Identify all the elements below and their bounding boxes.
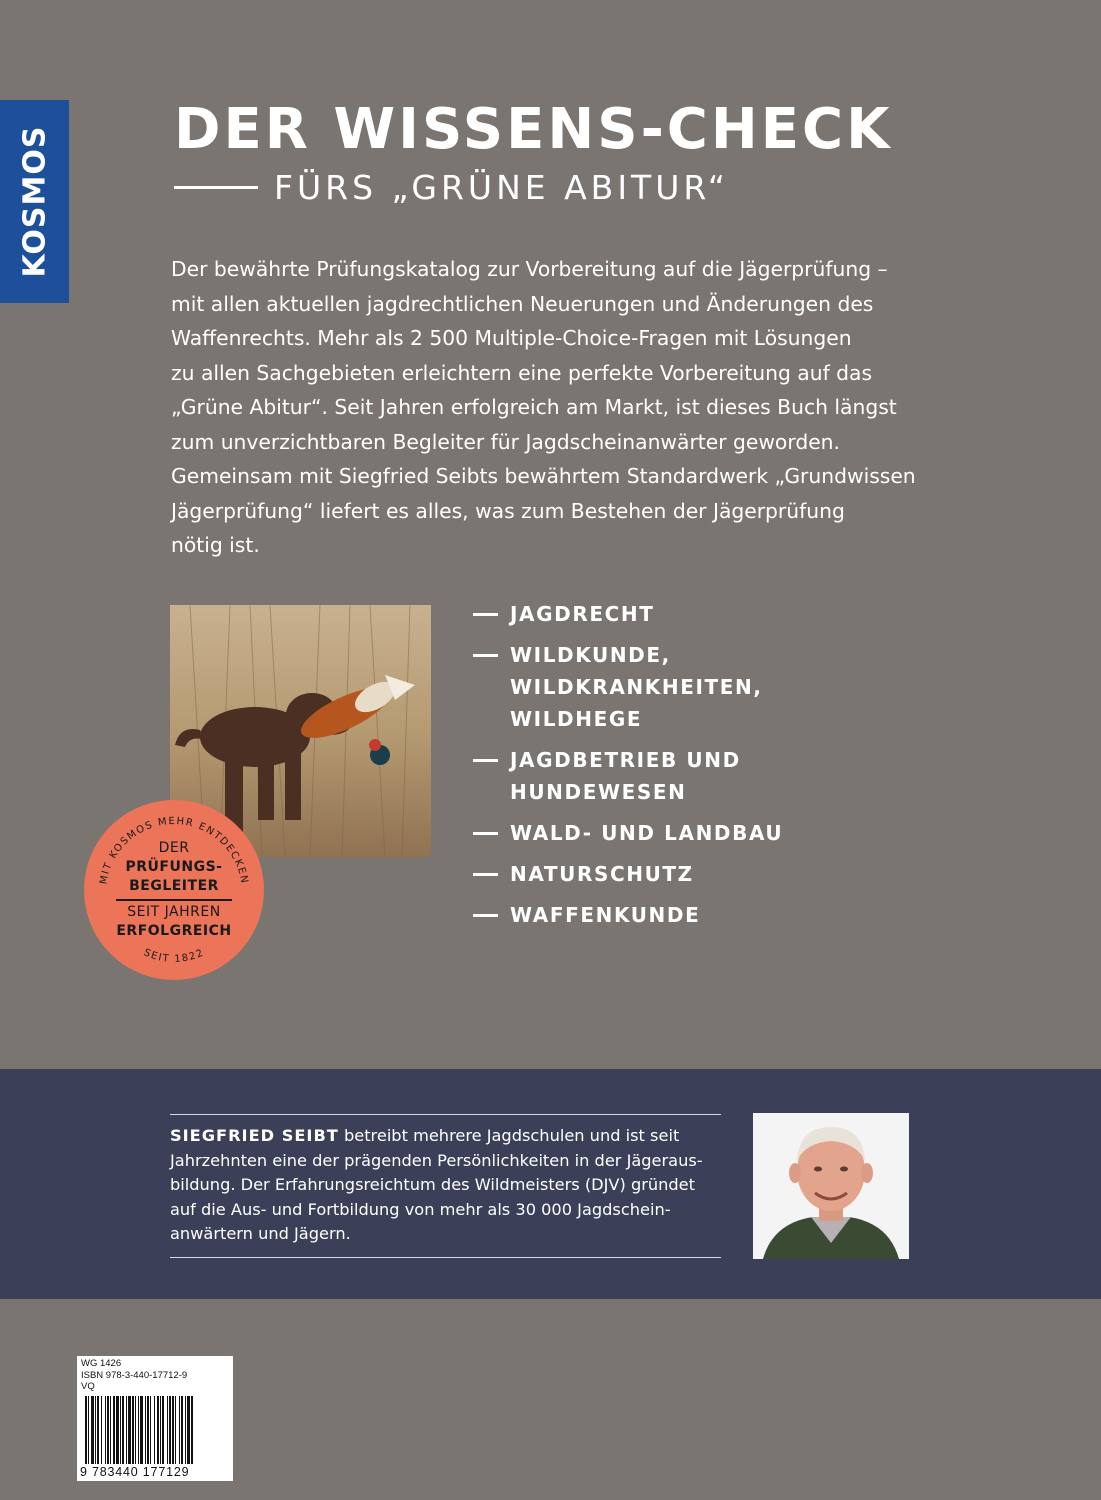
badge-line: ERFOLGREICH [116, 922, 232, 939]
topic-dash [473, 817, 510, 849]
badge-arc-bottom: SEIT 1822 [141, 947, 207, 966]
author-bio-line: anwärtern und Jägern. [170, 1224, 351, 1243]
topic-label: JAGDBETRIEB UND HUNDEWESEN [510, 748, 741, 804]
author-bio-line: bildung. Der Erfahrungsreichtum des Wildmeisters (DJV) gründet [170, 1175, 695, 1194]
topic-list [473, 598, 923, 940]
vq-code: VQ [81, 1381, 95, 1392]
topic-item [473, 817, 923, 849]
badge-divider [116, 899, 232, 901]
barcode-number: 9 783440 177129 [80, 1465, 190, 1479]
topic-label: WILDKUNDE, WILDKRANKHEITEN, [510, 643, 763, 699]
author-bio [170, 1124, 730, 1247]
topic-dash [473, 899, 510, 931]
topic-item [473, 858, 923, 890]
topic-item [473, 744, 923, 808]
topic-label: WALD- UND LANDBAU [510, 821, 784, 845]
topic-dash [473, 639, 510, 703]
author-rule-top [170, 1114, 721, 1115]
intro-line: Gemeinsam mit Siegfried Seibts bewährtem Standardwerk „Grundwissen [171, 464, 916, 488]
topic-item [473, 639, 923, 703]
intro-line: „Grüne Abitur“. Seit Jahren erfolgreich am Markt, ist dieses Buch längst [171, 395, 897, 419]
book-subtitle [174, 162, 729, 212]
topic-item [473, 598, 923, 630]
intro-line: mit allen aktuellen jagdrechtlichen Neuerungen und Änderungen des [171, 291, 874, 316]
badge-line: BEGLEITER [129, 878, 219, 895]
subtitle-text: FÜRS „GRÜNE ABITUR“ [274, 167, 729, 207]
intro-text [171, 252, 931, 563]
intro-line: zum unverzichtbaren Begleiter für Jagdscheinanwärter geworden. [171, 429, 840, 454]
author-portrait [753, 1113, 909, 1259]
website-text: kosmos.de [198, 1385, 216, 1466]
intro-line: nötig ist. [171, 533, 260, 557]
wg-code: WG 1426 [81, 1358, 122, 1369]
intro-line: Der bewährte Prüfungskatalog zur Vorbereitung auf die Jägerprüfung – [171, 257, 888, 281]
author-bio-line: Jahrzehnten eine der prägenden Persönlichkeiten in der Jägeraus- [170, 1150, 703, 1170]
kosmos-logo-tab [0, 100, 69, 303]
author-bio-line: betreibt mehrere Jagdschulen und ist seit [338, 1126, 680, 1145]
kosmos-logo-text: KOSMOS [17, 125, 53, 278]
topic-label: JAGDRECHT [510, 602, 655, 626]
isbn: ISBN 978-3-440-17712-9 [81, 1369, 188, 1381]
badge-arc-top: MIT KOSMOS MEHR ENTDECKEN [98, 815, 250, 886]
badge-lines [84, 800, 264, 980]
intro-line: Jägerprüfung“ liefert es alles, was zum Bestehen der Jägerprüfung [171, 498, 845, 523]
seal-badge [84, 800, 264, 980]
topic-dash [473, 744, 510, 808]
intro-line: zu allen Sachgebieten erleichtern eine perfekte Vorbereitung auf das [171, 360, 873, 385]
topic-label: WILDHEGE [510, 707, 643, 731]
book-title: DER WISSENS-CHECK [174, 97, 893, 162]
author-name: SIEGFRIED SEIBT [170, 1126, 339, 1145]
badge-line: SEIT JAHREN [127, 903, 221, 920]
topic-label: NATURSCHUTZ [510, 862, 694, 886]
topic-dash [473, 598, 510, 630]
author-bio-first-line [170, 1124, 730, 1149]
intro-line: Waffenrechts. Mehr als 2 500 Multiple-Choice-Fragen mit Lösungen [171, 326, 852, 350]
subtitle-dash [174, 186, 258, 189]
author-bio-line: auf die Aus- und Fortbildung von mehr als 30 000 Jagdschein- [170, 1199, 671, 1219]
topic-label: WAFFENKUNDE [510, 903, 701, 927]
topic-dash [473, 858, 510, 890]
website-label [198, 1385, 261, 1466]
topic-item [473, 899, 923, 931]
badge-line: PRÜFUNGS- [125, 859, 223, 876]
topic-item-continued [473, 703, 923, 735]
author-rule-bottom [170, 1257, 721, 1258]
badge-line: DER [158, 840, 190, 857]
